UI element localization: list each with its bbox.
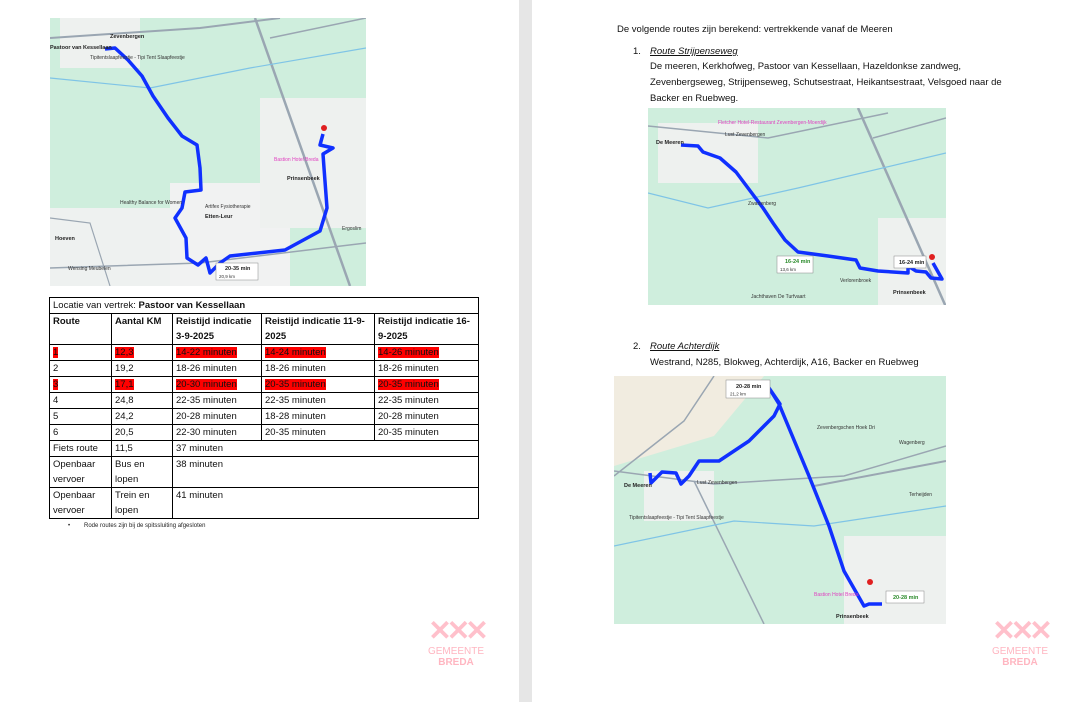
map-eta: 16-24 min [785,259,811,265]
map-eta: 20-28 min [736,384,762,390]
table-caption: Locatie van vertrek: Pastoor van Kessellaan [50,298,479,314]
cell-route: 5 [50,409,112,425]
header-route: Route [50,314,112,345]
cell-route: Fiets route [50,441,112,457]
map-place-label: Bastion Hotel Breda [274,157,319,163]
map-place-label: Wensing Meubelen [68,266,111,272]
map-place-label: Hoeven [55,236,75,242]
map-place-label: Tipitentslaapfeestje - Tipi Tent Slaapfeestje [90,55,185,61]
cell-d1: 20-30 minuten [173,377,262,393]
route-1-title: Route Strijpenseweg [650,46,738,57]
route-map-kessellaan [50,18,366,286]
cell-d2: 18-26 minuten [262,361,375,377]
cell-d3: 20-28 minuten [375,409,479,425]
gemeente-breda-logo: ✕✕✕ GEMEENTE BREDA [427,615,485,668]
cell-route: 1 [50,345,112,361]
header-date-2: Reistijd indicatie 11-9-2025 [262,314,375,345]
route-map-strijpenseweg [648,108,946,305]
map-place-label: Artifex Fysiotherapie [205,204,251,210]
footnote: • Rode routes zijn bij de spitssluiting afgesloten [49,522,478,530]
map-distance: 13,6 km [780,267,797,272]
map-start-label: De Meeren [624,483,652,489]
route-2-title: Route Achterdijk [650,341,720,352]
cell-d2: 14-24 minuten [262,345,375,361]
cell-route: 3 [50,377,112,393]
map-eta: 20-28 min [893,595,919,601]
table-row [50,425,479,441]
cell-km: Trein en lopen [112,488,173,519]
map-place-label: Etten-Leur [205,214,233,220]
cell-time: 38 minuten [173,457,479,488]
route-1-line: Backer en Ruebweg. [650,93,739,104]
cell-time: 37 minuten [173,441,479,457]
map-place-label: Healthy Balance for Women [120,200,183,206]
map-eta: 16-24 min [899,260,925,266]
cell-km: 24,8 [112,393,173,409]
route-1-number: 1. [633,46,641,57]
table-row [50,393,479,409]
route-1-line: Zevenbergseweg, Strijpenseweg, Schutsestraat, Heikantsestraat, Velsgoed naar de [650,77,1002,88]
route-map-achterdijk [614,376,946,624]
cell-route: 6 [50,425,112,441]
map-graphic [50,18,366,286]
cell-km: 11,5 [112,441,173,457]
table-row [50,488,479,519]
map-distance: 21,2 km [730,391,747,397]
table-row [50,377,479,393]
map-place-label: Prinsenbeek [836,614,869,620]
cell-km: 24,2 [112,409,173,425]
cell-km: Bus en lopen [112,457,173,488]
cell-route: Openbaar vervoer [50,488,112,519]
map-place-label: Jachthaven De Turfvaart [751,294,806,300]
table-block [49,297,478,530]
map-place-label: Verlorenbroek [840,278,872,284]
map-distance: 20,9 km [219,274,236,279]
cell-d1: 22-30 minuten [173,425,262,441]
cell-d2: 20-35 minuten [262,425,375,441]
intro-text: De volgende routes zijn berekend: vertrekkende vanaf de Meeren [617,24,893,35]
cell-d3: 20-35 minuten [375,425,479,441]
table-row [50,361,479,377]
map-start-label: De Meeren [656,140,684,146]
table-row [50,409,479,425]
gemeente-breda-logo: ✕✕✕ GEMEENTE BREDA [991,615,1049,668]
cell-d3: 20-35 minuten [375,377,479,393]
cell-d2: 20-35 minuten [262,377,375,393]
cell-d3: 18-26 minuten [375,361,479,377]
map-place-label: Bastion Hotel Breda [814,592,859,598]
table-row [50,441,479,457]
cell-d1: 14-22 minuten [173,345,262,361]
cell-route: 4 [50,393,112,409]
route-1-line: De meeren, Kerkhofweg, Pastoor van Kessellaan, Hazeldonkse zandweg, [650,61,962,72]
travel-time-table [49,297,479,519]
map-place-label: Fletcher Hotel-Restaurant Zevenbergen-Moerdijk [718,120,827,126]
header-km: Aantal KM [112,314,173,345]
route-2-line: Westrand, N285, Blokweg, Achterdijk, A16, Backer en Ruebweg [650,357,919,368]
header-date-3: Reistijd indicatie 16-9-2025 [375,314,479,345]
map-eta: 20-35 min [225,266,251,272]
cell-time: 41 minuten [173,488,479,519]
map-place-label: Ergoslim [342,226,362,232]
header-date-1: Reistijd indicatie 3-9-2025 [173,314,262,345]
cell-km: 20,5 [112,425,173,441]
cell-d1: 20-28 minuten [173,409,262,425]
route-2-number: 2. [633,341,641,352]
map-place-label: Zwartenberg [748,201,777,207]
map-start-label: Pastoor van Kessellaan [50,45,112,51]
cell-d3: 22-35 minuten [375,393,479,409]
cell-d1: 22-35 minuten [173,393,262,409]
right-page [532,0,1065,702]
cell-route: Openbaar vervoer [50,457,112,488]
map-place-label: Terheijden [909,492,933,498]
cell-d2: 22-35 minuten [262,393,375,409]
cell-route: 2 [50,361,112,377]
cell-d2: 18-28 minuten [262,409,375,425]
cell-d1: 18-26 minuten [173,361,262,377]
map-place-label: Prinsenbeek [893,290,926,296]
map-place-label: Zevenbergen [110,34,145,40]
table-row [50,457,479,488]
cell-km: 17,1 [112,377,173,393]
map-place-label: Lust Zevenbergen [697,480,738,486]
left-page [0,0,519,702]
map-place-label: Lust Zevenbergen [725,132,766,138]
cell-d3: 14-26 minuten [375,345,479,361]
map-place-label: Prinsenbeek [287,176,320,182]
cell-km: 12,3 [112,345,173,361]
cell-km: 19,2 [112,361,173,377]
map-place-label: Tipitentslaapfeestje - Tipi Tent Slaapfeestje [629,515,724,521]
table-row [50,345,479,361]
map-place-label: Wagenberg [899,440,925,446]
map-place-label: Zevenbergschen Hoek Dri [817,425,876,431]
